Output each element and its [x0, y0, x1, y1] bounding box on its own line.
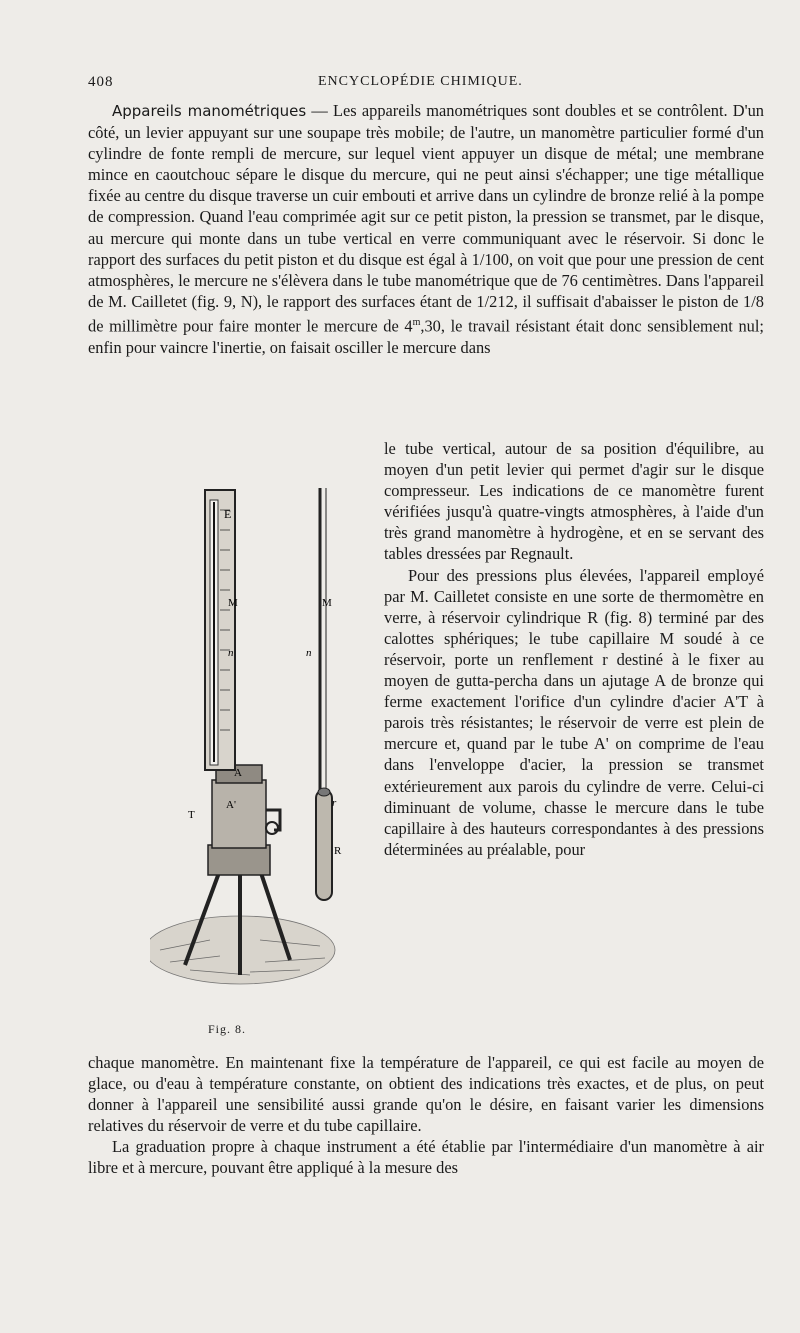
label-M-left: M	[228, 597, 238, 609]
steel-cylinder	[212, 780, 266, 848]
manometer-illustration	[150, 470, 380, 1030]
figure-8	[150, 470, 380, 1036]
label-E: E	[224, 507, 232, 521]
paragraph-graduation: La graduation propre à chaque instrument a été établie par l'intermédiaire d'un manomètre à air libre et à mercure, pouvant être appliqué à la mesure des	[88, 1137, 764, 1178]
running-title: ENCYCLOPÉDIE CHIMIQUE.	[318, 74, 523, 89]
glass-reservoir-tube	[316, 488, 332, 900]
label-r: r	[332, 797, 337, 809]
closing-text-block	[88, 1052, 764, 1179]
ground-shading	[150, 916, 335, 984]
wrapped-text-block	[384, 438, 764, 860]
paragraph-text-after: ,30, le travail résistant était donc sensiblement nul; enfin pour vaincre l'inertie, on faisait osciller le mercure dans	[88, 316, 764, 357]
base-ring	[208, 845, 270, 875]
label-n-right: n	[306, 647, 312, 659]
paragraph-appareils-manometriques	[88, 100, 764, 358]
section-lead: Appareils manométriques	[112, 102, 307, 120]
paragraph-text: — Les appareils manométriques sont doubles et se contrôlent. D'un côté, un levier appuyant sur une soupape très mobile; de l'autre, un manomètre particulier formé d'un cylindre de fonte rempli de mercure, sur lequel vient appuyer un disque de métal; une membrane mince en caoutchouc sépare le disque du mercure, qui ne peut ainsi s'échapper; une tige métallique fixée au centre du disque traverse un cuir embouti et arrive dans un cylindre de bronze relié à la pompe de compression. Quand l'eau comprimée agit sur ce petit piston, la pression se transmet, par le disque, au mercure qui monte dans un tube vertical en verre communiquant avec le réservoir. Si donc le rapport des surfaces du petit piston et du disque est égal à 1/100, on voit que pour une pression de cent atmosphères, le mercure ne s'élèvera dans le tube manométrique que de 76 centimètres. Dans l'appareil de M. Cailletet (fig. 9, N), le rapport des surfaces étant de 1/212, il suffisait d'abaisser le piston de 1/8 de millimètre pour faire monter le mercure de 4	[88, 101, 764, 336]
paragraph-temperature: chaque manomètre. En maintenant fixe la température de l'appareil, ce qui est facile au moyen de glace, ou d'eau à température constante, on obtient des indications très exactes, et de plus, on peut donner à l'appareil une sensibilité aussi grande qu'on le désire, en faisant varier les dimensions relatives du réservoir de verre et du tube capillaire.	[88, 1053, 764, 1136]
label-M-right: M	[322, 597, 332, 609]
figure-caption: Fig. 8.	[208, 1022, 247, 1036]
superscript-unit: m	[412, 316, 421, 328]
main-text-block	[88, 100, 764, 358]
label-A-prime: A'	[226, 799, 236, 811]
paragraph-higher-pressures: Pour des pressions plus élevées, l'appareil employé par M. Cailletet consiste en une sorte de thermomètre en verre, à réservoir cylindrique R (fig. 8) terminé par des calottes sphériques; le tube capillaire M soudé à ce réservoir, porte un renflement r destiné à le fixer au moyen de gutta-percha dans un ajutage A de bronze qui ferme exactement l'orifice d'un cylindre d'acier A'T à parois très résistantes; le réservoir de verre est plein de mercure et, quand par le tube A' on comprime de l'eau dans l'enveloppe d'acier, la pression se transmet extérieurement aux parois du cylindre de verre. Celui-ci diminuant de volume, chasse le mercure dans le tube capillaire à des hauteurs correspondantes à des pressions déterminées au préalable, pour	[384, 565, 764, 859]
page-header	[88, 74, 760, 98]
label-R: R	[334, 845, 342, 857]
label-n-left: n	[228, 647, 234, 659]
paragraph-manometer-indications: le tube vertical, autour de sa position d'équilibre, au moyen d'un petit levier qui permet d'agir sur le disque compresseur. Les indications de ce manomètre furent vérifiées jusqu'à quatre-vingts atmosphères, à l'aide d'un très grand manomètre à hydrogène, et en se servant des tables dressées par Regnault.	[384, 439, 764, 564]
label-A: A	[234, 767, 242, 779]
label-T: T	[188, 809, 195, 821]
page-number: 408	[88, 74, 114, 90]
